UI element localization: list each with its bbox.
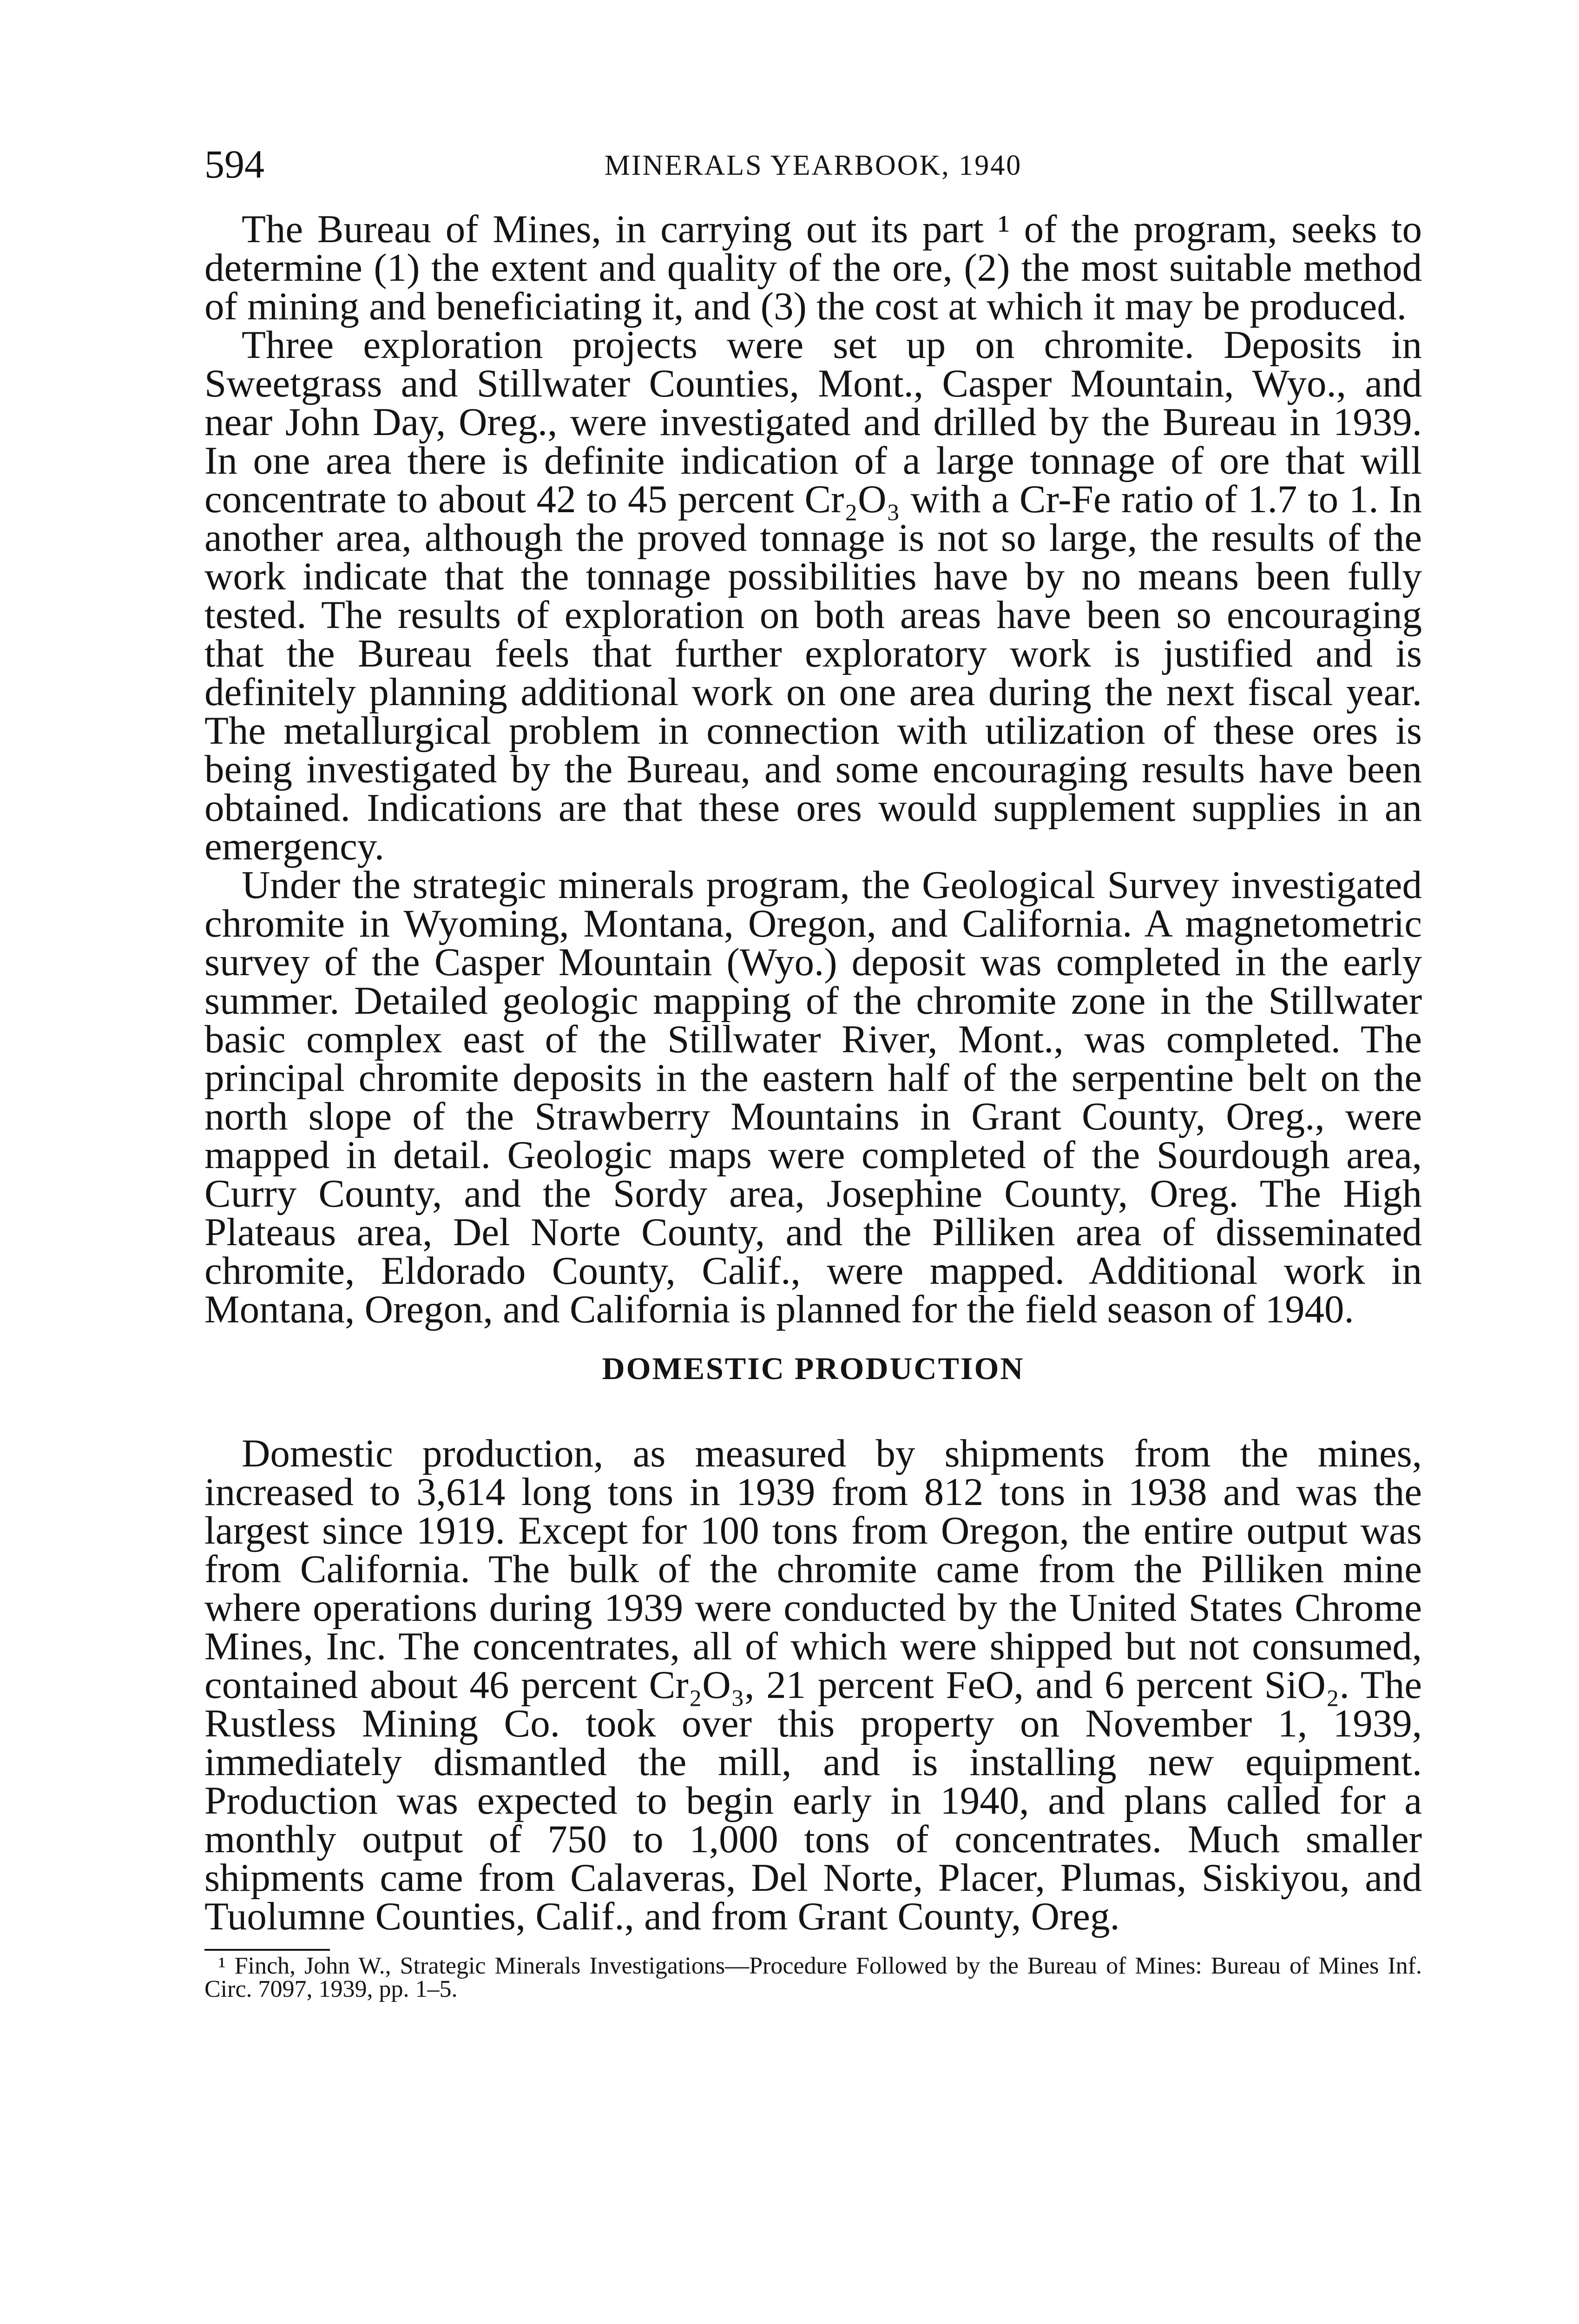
- footnote: ¹ Finch, John W., Strategic Minerals Investigations—Procedure Followed by the Bureau of Mines: Bureau of Mines Inf. Circ. 7097, 1939, pp. 1–5.: [204, 1953, 1422, 2002]
- page-body: [204, 207, 1422, 2002]
- paragraph-domestic-production: Domestic production, as measured by shipments from the mines, increased to 3,614 long tons in 1939 from 812 tons in 1938 and was the largest since 1919. Except for 100 tons from Oregon, the entire output was from California. The bulk of the chromite came from the Pilliken mine where operations during 1939 were conducted by the United States Chrome Mines, Inc. The concentrates, all of which were shipped but not consumed, contained about 46 percent Cr₂O₃, 21 percent FeO, and 6 percent SiO₂. The Rustless Mining Co. took over this property on November 1, 1939, immediately dismantled the mill, and is installing new equipment. Production was expected to begin early in 1940, and plans called for a monthly output of 750 to 1,000 tons of concentrates. Much smaller shipments came from Calaveras, Del Norte, Placer, Plumas, Siskiyou, and Tuolumne Counties, Calif., and from Grant County, Oreg.: [204, 1432, 1422, 1938]
- running-title: MINERALS YEARBOOK, 1940: [604, 150, 1022, 181]
- paragraph-exploration-projects: Three exploration projects were set up on chromite. Deposits in Sweetgrass and Stillwater Counties, Mont., Casper Mountain, Wyo., and near John Day, Oreg., were investigated and drilled by the Bureau in 1939. In one area there is definite indication of a large tonnage of ore that will concentrate to about 42 to 45 percent Cr₂O₃ with a Cr-Fe ratio of 1.7 to 1. In another area, although the proved tonnage is not so large, the results of the work indicate that the tonnage possibilities have by no means been fully tested. The results of exploration on both areas have been so encouraging that the Bureau feels that further exploratory work is justified and is definitely planning additional work on one area during the next fiscal year. The metallurgical problem in connection with utilization of these ores is being investigated by the Bureau, and some encouraging results have been obtained. Indications are that these ores would supplement supplies in an emergency.: [204, 323, 1422, 868]
- paragraph-bureau-of-mines: The Bureau of Mines, in carrying out its part ¹ of the program, seeks to determine (1) the extent and quality of the ore, (2) the most suitable method of mining and beneficiating it, and (3) the cost at which it may be produced.: [204, 207, 1422, 328]
- paragraph-geological-survey: Under the strategic minerals program, the Geological Survey investigated chromite in Wyoming, Montana, Oregon, and California. A magnetometric survey of the Casper Mountain (Wyo.) deposit was completed in the early summer. Detailed geologic mapping of the chromite zone in the Stillwater basic complex east of the Stillwater River, Mont., was completed. The principal chromite deposits in the eastern half of the serpentine belt on the north slope of the Strawberry Mountains in Grant County, Oreg., were mapped in detail. Geologic maps were completed of the Sourdough area, Curry County, and the Sordy area, Josephine County, Oreg. The High Plateaus area, Del Norte County, and the Pilliken area of disseminated chromite, Eldorado County, Calif., were mapped. Additional work in Montana, Oregon, and California is planned for the field season of 1940.: [204, 863, 1422, 1331]
- footnote-divider: [204, 1949, 330, 1951]
- page-header: [204, 139, 1422, 190]
- section-heading: DOMESTIC PRODUCTION: [602, 1351, 1025, 1386]
- page-number: 594: [204, 142, 264, 186]
